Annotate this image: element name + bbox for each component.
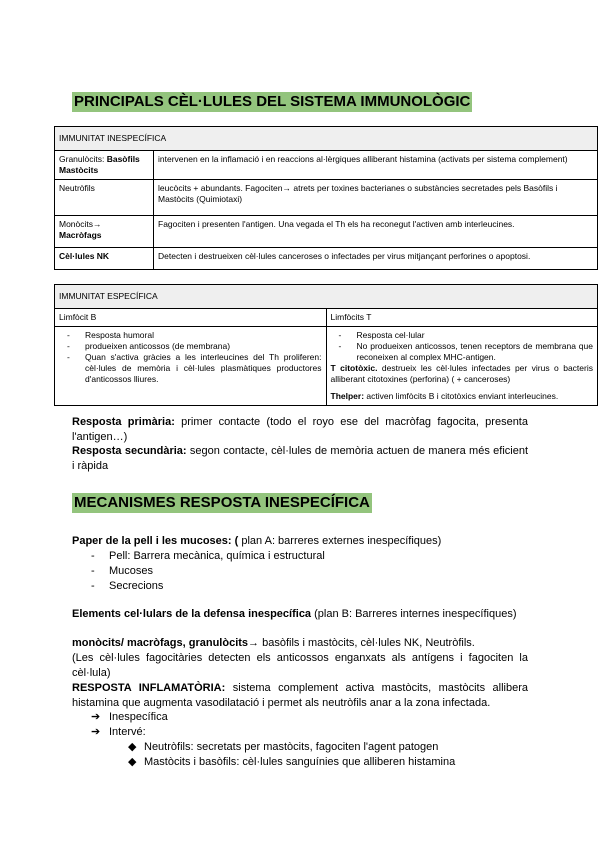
inflammation-cells <box>128 740 568 770</box>
table-row: Granulòcits: Basòfils Mastòcits intervenen en la inflamació i en reaccions al·lèrgiques alliberant histamina (activats per sistema complement) <box>55 151 598 180</box>
list-item: - Mucoses <box>91 565 154 577</box>
table-header: IMMUNITAT ESPECÍFICA <box>55 285 598 309</box>
diamond-icon: ◆ <box>128 741 137 753</box>
arrow-icon: ➔ <box>91 711 101 723</box>
innate-immunity-table <box>54 126 598 270</box>
t-cytotoxic-note: T citotòxic. destrueix les cèl·lules infectades per virus o bacteris alliberant citotoxines (perforina) ( + canceroses) <box>330 363 593 384</box>
t-helper-note: Thelper: activen limfòcits B i citotòxics enviant interleucines. <box>330 391 559 401</box>
phagocytes-line: monòcits/ macròfags, granulòcits→ basòfils i mastòcits, cèl·lules NK, Neutròfils. <box>72 637 475 649</box>
section-title: MECANISMES RESPOSTA INESPECÍFICA <box>74 494 370 511</box>
primary-response: Resposta primària: primer contacte (todo el royo ese del macròfag fagocita, presenta l'antigen…) <box>72 416 528 443</box>
table-row: Cèl·lules NK Detecten i destrueixen cèl·lules canceroses o infectades per virus mitjançant perforines o apoptosi. <box>55 248 598 270</box>
inflammation-points <box>91 710 531 740</box>
b-cell-list <box>59 330 322 385</box>
cellular-elements-heading: Elements cel·lulars de la defensa inespecífica (plan B: Barreres internes inespecífiques) <box>72 608 517 620</box>
secondary-response: Resposta secundària: segon contacte, cèl·lules de memòria actuen de manera més eficient i ràpida <box>72 445 528 472</box>
t-cell-list <box>331 330 594 363</box>
diamond-icon: ◆ <box>128 756 137 768</box>
list-item: - Pell: Barrera mecànica, química i estructural <box>91 550 325 562</box>
phagocytes-note: (Les cèl·lules fagocitàries detecten els anticossos enganxats als antígens i fagociten la cèl·lula) <box>72 652 528 679</box>
skin-mucosa-list <box>91 549 531 594</box>
arrow-icon: ➔ <box>91 726 101 738</box>
table-row: Neutròfils leucòcits + abundants. Fagociten→ atrets per toxines bacterianes o substàncies secretades pels Basòfils i Mastòcits (Quimiotaxi) <box>55 180 598 216</box>
skin-mucosa-heading: Paper de la pell i les mucoses: ( plan A: barreres externes inespecífiques) <box>72 535 442 547</box>
list-item: ➔ Inespecífica <box>91 711 168 723</box>
list-item: - No produeixen anticossos, tenen receptors de membrana que reconeixen al complex MHC-antigen. <box>357 341 594 363</box>
list-item: - produeixen anticossos (de membrana) <box>85 341 322 352</box>
list-item: - Quan s'activa gràcies a les interleucines del Th proliferen: cèl·lules de memòria i cèl·lules plasmàtiques productores d'anticossos lliures. <box>85 352 322 385</box>
inflammatory-response: RESPOSTA INFLAMATÒRIA: sistema complement activa mastòcits, mastòcits allibera histamina que augmenta vasodilatació i permet als neutròfils anar a la zona infectada. <box>72 682 528 709</box>
list-item: ➔ Intervé: <box>91 726 146 738</box>
list-item: ◆ Neutròfils: secretats per mastòcits, fagociten l'agent patogen <box>128 741 439 753</box>
page-title: PRINCIPALS CÈL·LULES DEL SISTEMA IMMUNOLÒGIC <box>74 93 471 110</box>
list-item: - Resposta cel·lular <box>357 330 594 341</box>
list-item: ◆ Mastòcits i basòfils: cèl·lules sanguínies que alliberen histamina <box>128 756 456 768</box>
list-item: - Resposta humoral <box>85 330 322 341</box>
table-header: IMMUNITAT INESPECÍFICA <box>55 127 598 151</box>
list-item: - Secrecions <box>91 580 164 592</box>
specific-immunity-table: IMMUNITAT ESPECÍFICA Limfòcit B Limfòcits T - Resposta humoral - produeixen anticossos (de membrana) - Quan s'activa gràcies a les interleucines del Th proliferen: cèl·lules de memòria i cèl·lules plasmàtiques productores d'anticossos lliures. - Resposta cel·lular - No produeixen anticossos, tenen receptors de membrana que reconeixen al complex MHC-antigen. T citotòxic. destrueix les cèl·lules infectades per virus o bacteris alliberant citotoxines (perforina) ( + canceroses) Thelper: activen limfòcits B i citotòxics enviant interleucines. <box>54 284 598 406</box>
table-row: Monòcits→ Macròfags Fagociten i presenten l'antigen. Una vegada el Th els ha reconegut l'activen amb interleucines. <box>55 216 598 248</box>
